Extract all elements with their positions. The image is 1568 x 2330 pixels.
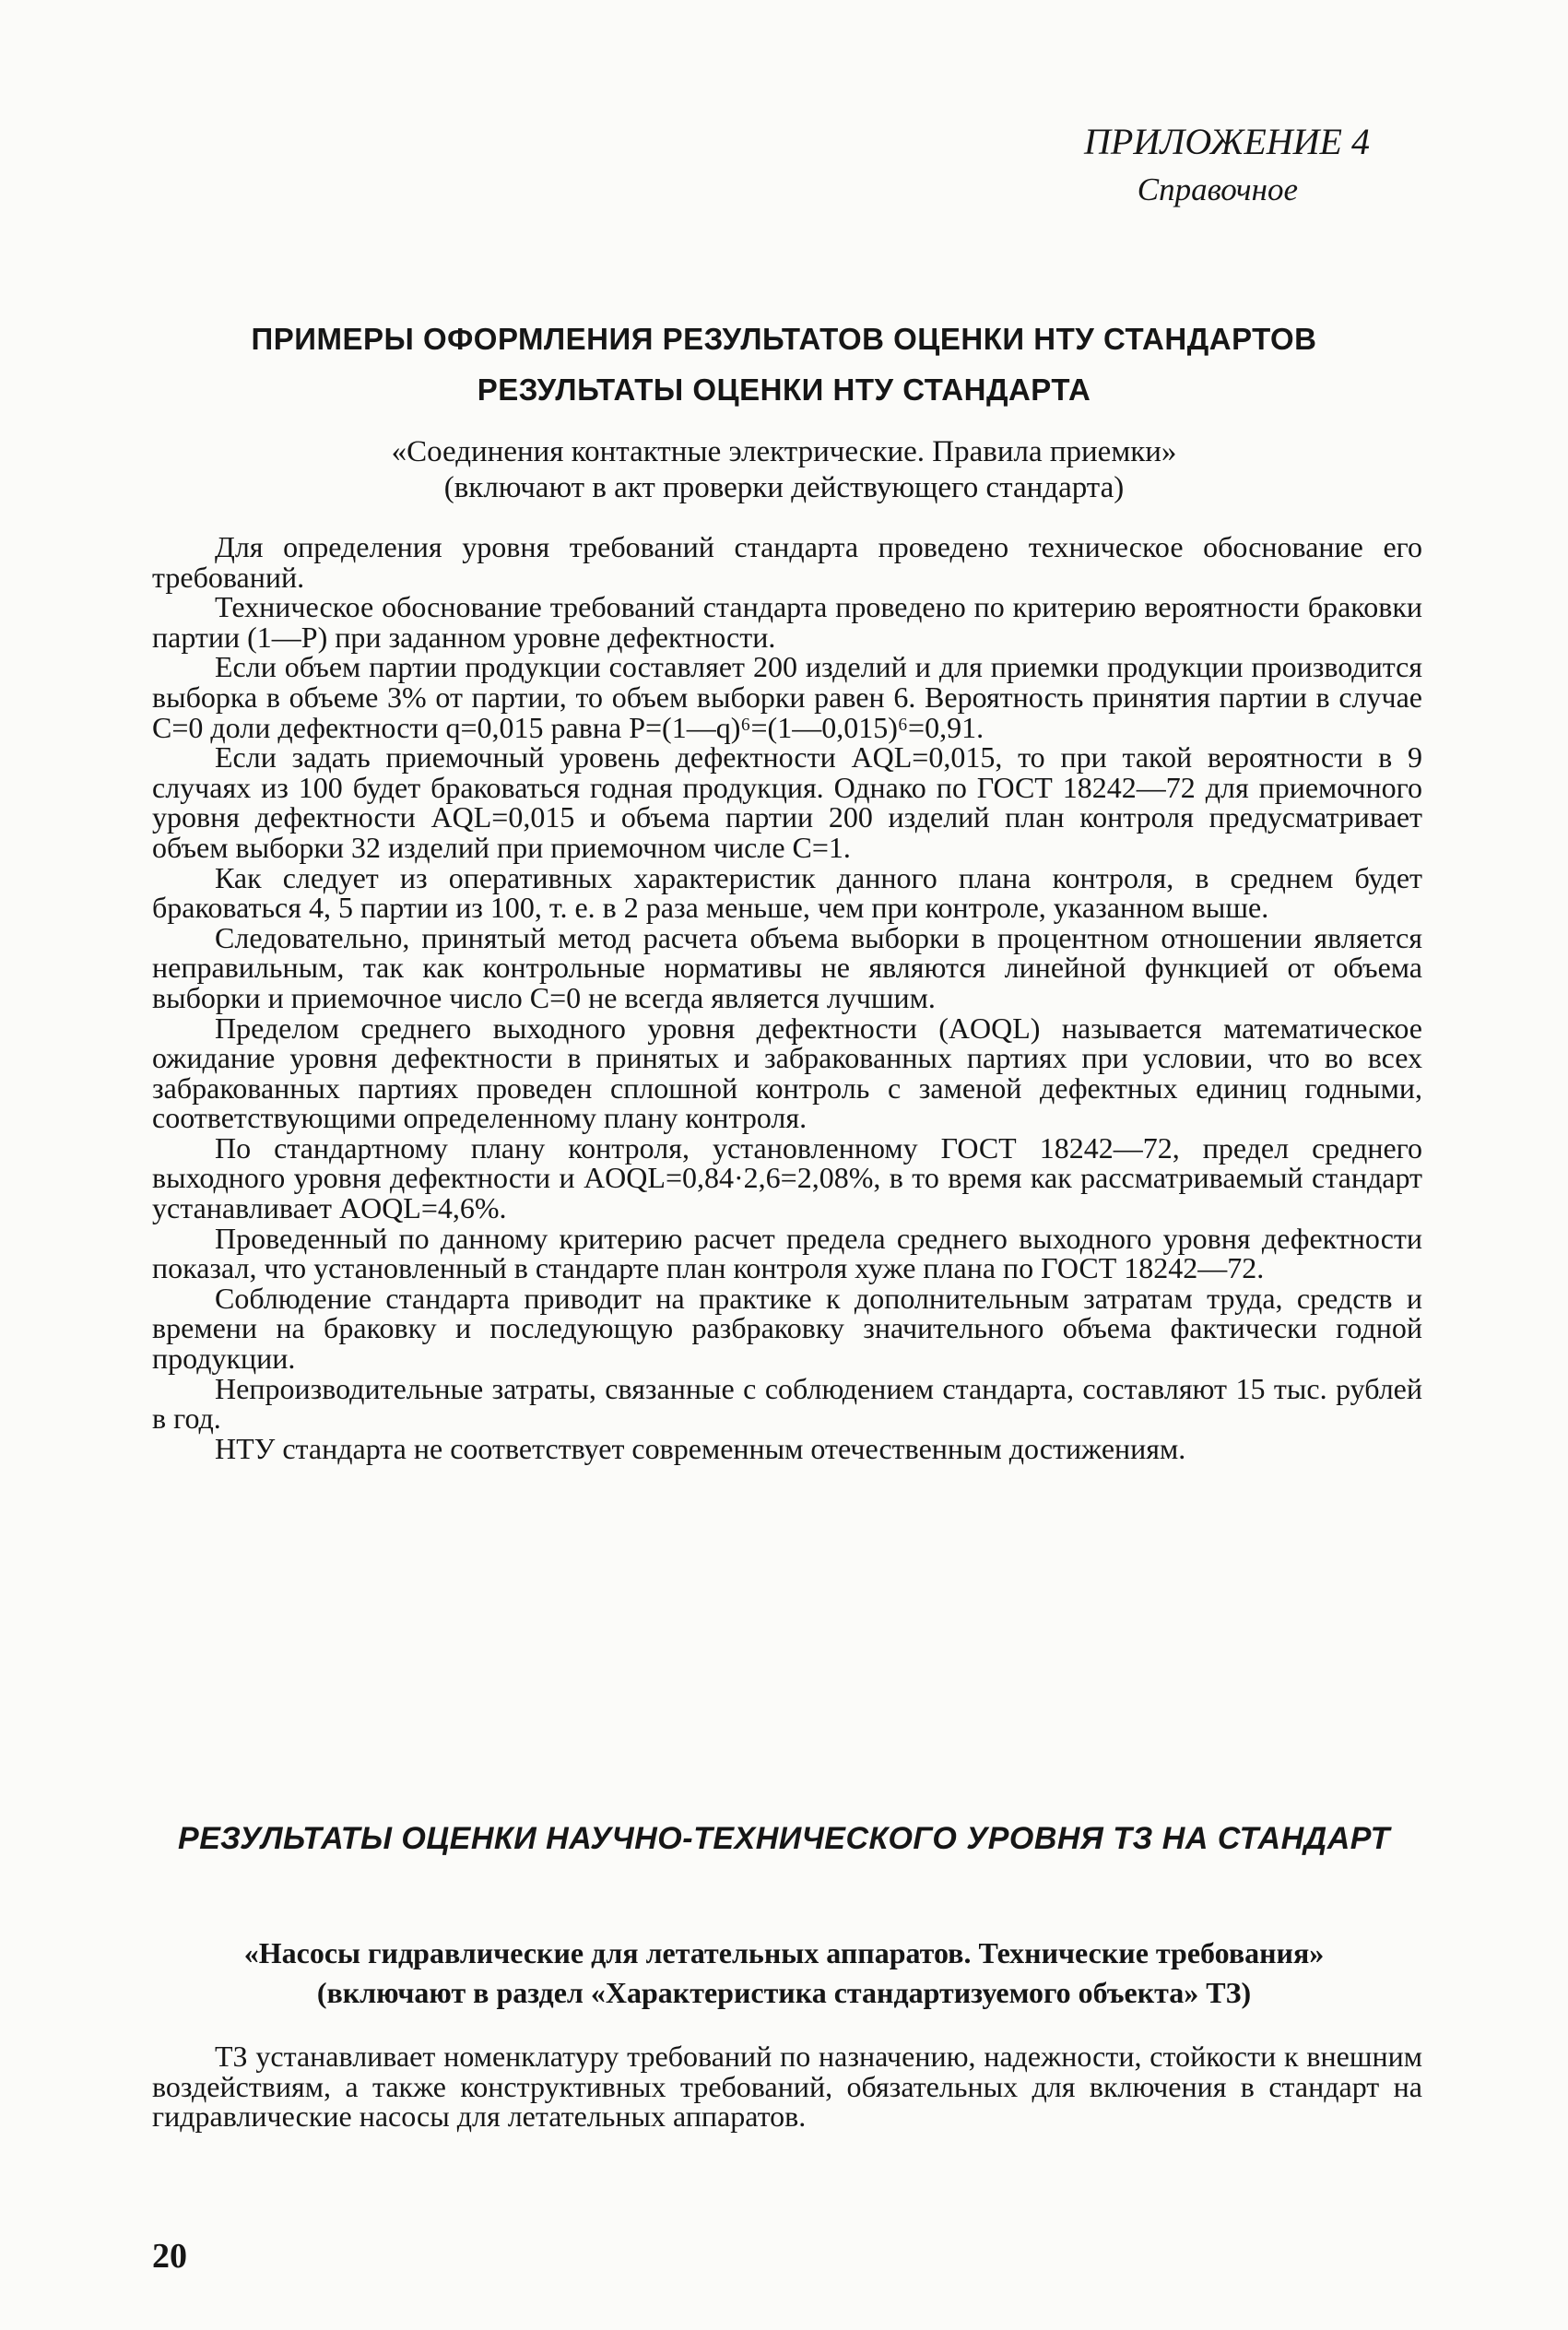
section1-subtitle-line1: «Соединения контактные электрические. Правила приемки» bbox=[391, 435, 1177, 468]
section1-subtitle-line2: (включают в акт проверки действующего стандарта) bbox=[443, 471, 1125, 504]
page-number: 20 bbox=[152, 2237, 187, 2276]
section1-subtitle bbox=[147, 434, 1421, 506]
section2-body bbox=[152, 2041, 1422, 2132]
paragraph: ТЗ устанавливает номенклатуру требований по назначению, надежности, стойкости к внешним воздействиям, а также конструктивных требований, обязательных для включения в стандарт на гидравлические насосы для летательных аппаратов. bbox=[152, 2040, 1422, 2134]
paragraph: Соблюдение стандарта приводит на практике к дополнительным затратам труда, средств и времени на браковку и последующую разбраковку значительного объема фактически годной продукции. bbox=[152, 1281, 1422, 1376]
section2-subtitle-line2: (включают в раздел «Характеристика стандартизуемого объекта» ТЗ) bbox=[316, 1976, 1252, 2009]
paragraph: Для определения уровня требований стандарта проведено техническое обоснование его требований. bbox=[152, 530, 1422, 594]
paragraph: Если задать приемочный уровень дефектности AQL=0,015, то при такой вероятности в 9 случаях из 100 будет браковаться годная продукция. Однако по ГОСТ 18242—72 для приемочного уровня дефектности AQL=0,015 и объема партии 200 изделий план контроля предусматривает объем выборки 32 изделий при приемочном числе C=1. bbox=[152, 740, 1422, 864]
section2-subtitle-line1: «Насосы гидравлические для летательных аппаратов. Технические требования» bbox=[243, 1936, 1325, 1969]
paragraph: Техническое обоснование требований стандарта проведено по критерию вероятности браковки партии (1—P) при заданном уровне дефектности. bbox=[152, 590, 1422, 654]
appendix-kind: Справочное bbox=[1137, 171, 1298, 207]
section1-heading-line1: ПРИМЕРЫ ОФОРМЛЕНИЯ РЕЗУЛЬТАТОВ ОЦЕНКИ НТУ СТАНДАРТОВ bbox=[251, 322, 1317, 356]
paragraph: НТУ стандарта не соответствует современным отечественным достижениям. bbox=[215, 1431, 1186, 1465]
section1-heading-line2: РЕЗУЛЬТАТЫ ОЦЕНКИ НТУ СТАНДАРТА bbox=[477, 373, 1091, 407]
section2-heading: РЕЗУЛЬТАТЫ ОЦЕНКИ НАУЧНО-ТЕХНИЧЕСКОГО УРОВНЯ ТЗ НА СТАНДАРТ bbox=[178, 1821, 1390, 1856]
paragraph: Непроизводительные затраты, связанные с соблюдением стандарта, составляют 15 тыс. рублей в год. bbox=[152, 1371, 1422, 1436]
paragraph: Следовательно, принятый метод расчета объема выборки в процентном отношении является неправильным, так как контрольные нормативы не являются линейной функцией от объема выборки и приемочное число C=0 не всегда является лучшим. bbox=[152, 920, 1422, 1014]
appendix-label-block bbox=[983, 118, 1370, 214]
appendix-title: ПРИЛОЖЕНИЕ 4 bbox=[1084, 121, 1370, 162]
paragraph: Пределом среднего выходного уровня дефектности (AOQL) называется математическое ожидание уровня дефектности в принятых и забракованных партиях при условии, что во всех забракованных партиях проведен сплошной контроль с заменой дефектных единиц годными, соответствующими определенному плану контроля. bbox=[152, 1011, 1422, 1135]
paragraph: По стандартному плану контроля, установленному ГОСТ 18242—72, предел среднего выходного уровня дефектности и AOQL=0,84·2,6=2,08%, в то время как рассматриваемый стандарт устанавливает AOQL=4,6%. bbox=[152, 1130, 1422, 1225]
section1-heading bbox=[147, 313, 1421, 415]
paragraph: Проведенный по данному критерию расчет предела среднего выходного уровня дефектности показал, что установленный в стандарте план контроля хуже плана по ГОСТ 18242—72. bbox=[152, 1221, 1422, 1285]
section1-body bbox=[152, 532, 1422, 1463]
paragraph: Как следует из оперативных характеристик данного плана контроля, в среднем будет браковаться 4, 5 партии из 100, т. е. в 2 раза меньше, чем при контроле, указанном выше. bbox=[152, 860, 1422, 925]
section2-subtitle bbox=[147, 1934, 1421, 2013]
paragraph: Если объем партии продукции составляет 200 изделий и для приемки продукции производится выборка в объеме 3% от партии, то объем выборки равен 6. Вероятность принятия партии в случае C=0 доли дефектности q=0,015 равна P=(1—q)⁶=(1—0,015)⁶=0,91. bbox=[152, 650, 1422, 744]
